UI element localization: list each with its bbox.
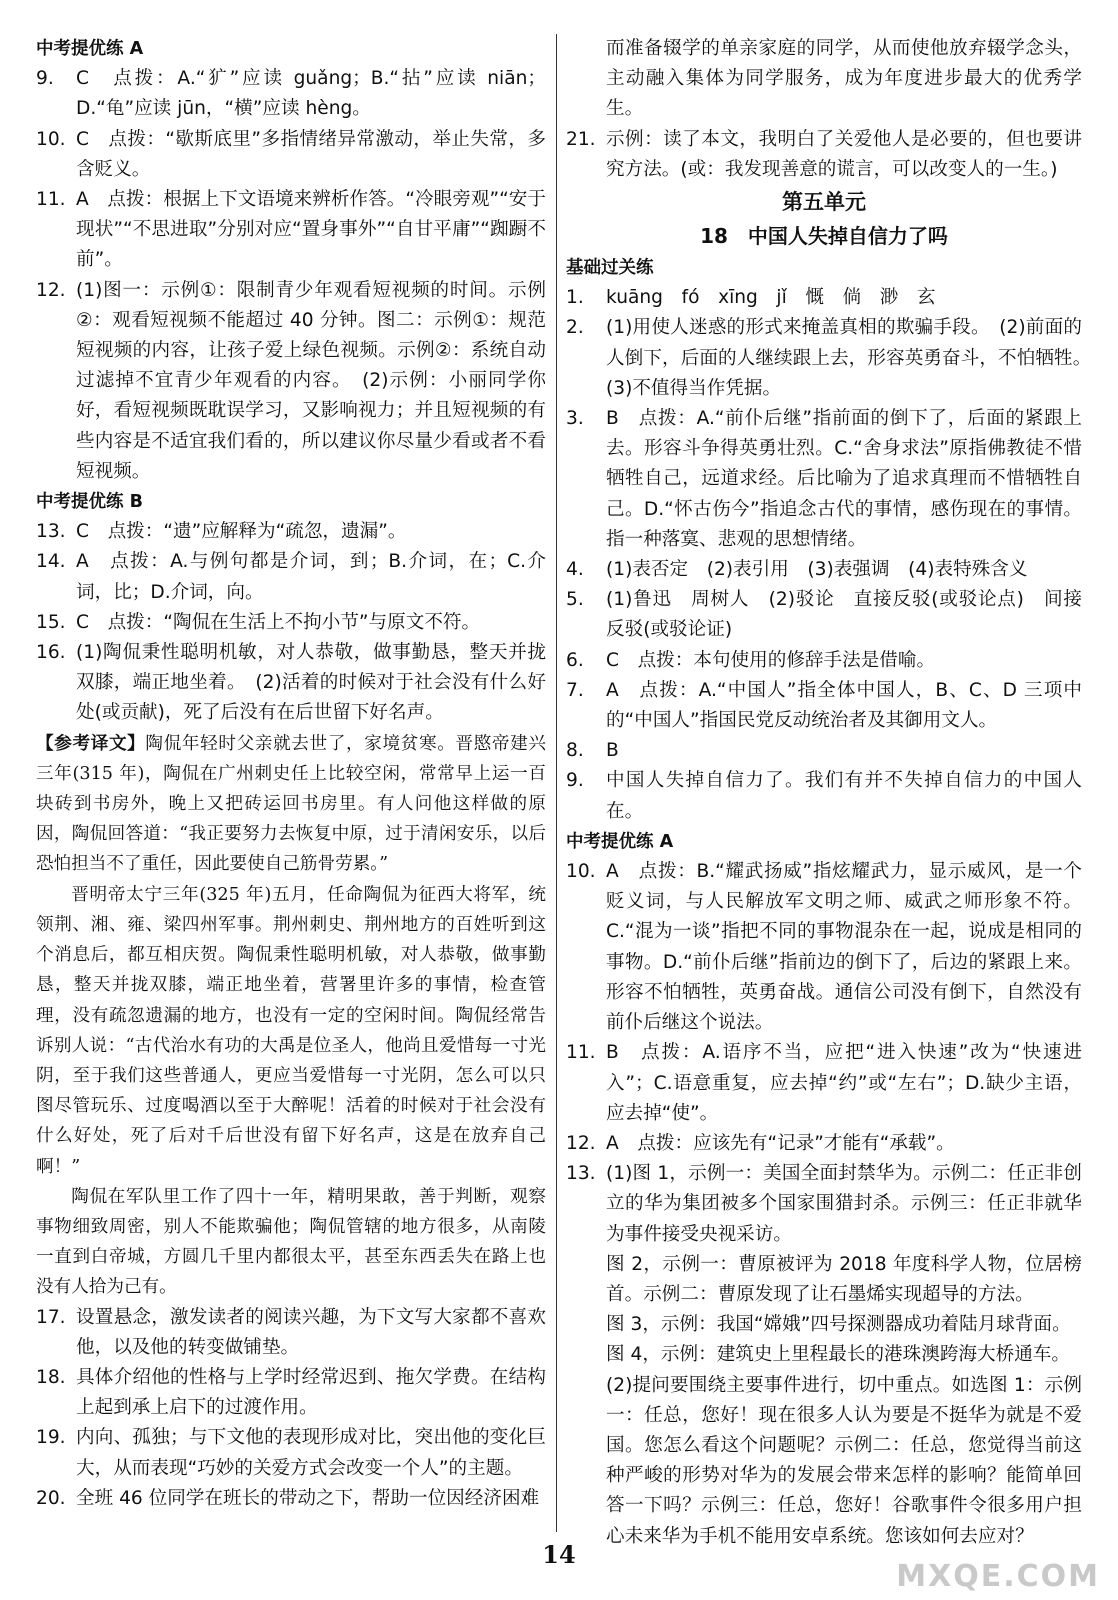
translation-text: 陶侃年轻时父亲就去世了，家境贫寒。晋愍帝建兴三年(315 年)，陶侃在广州刺史任上比较空闲，常常早上运一百块砖到书房外，晚上又把砖运回书房里。有人问他这样做的原因，陶侃回答道：“我正要努力去恢复中原，过于清闲安乐，以后恐怕担当不了重任，因此要使自己筋骨劳累。” (36, 733, 546, 875)
item-number: 17. (36, 1306, 66, 1328)
answer-item (36, 1303, 546, 1363)
continued-text: 图 4，示例：建筑史上里程最长的港珠澳跨海大桥通车。 (606, 1344, 1070, 1366)
item-text: 内向、孤独；与下文他的表现形成对比，突出他的变化巨大，从而表现“巧妙的关爱方式会改变一个人”的主题。 (76, 1427, 546, 1479)
item-number: 21. (566, 128, 596, 150)
item-number: 7. (566, 679, 584, 701)
unit-title: 第五单元 (782, 189, 866, 215)
section-heading: 中考提优练 A (566, 831, 674, 852)
continued-text: (2)提问要围绕主要事件进行，切中重点。如选图 1：示例一：任总，您好！现在很多人认为要是不挺华为就是不爱国。您怎么看这个问题呢？示例二：任总，您觉得当前这种严峻的形势对华为的发展会带来怎样的影响？能简单回答一下吗？示例三：任总，您好！谷歌事件令很多用户担心未来华为手机不能用安卓系统。您该如何去应对？ (606, 1374, 1082, 1547)
continued-text: 图 3，示例：我国“嫦娥”四号探测器成功着陆月球背面。 (606, 1314, 1071, 1336)
item-text: A 点拨：A.“中国人”指全体中国人，B、C、D 三项中的“中国人”指国民党反动统治者及其御用文人。 (606, 679, 1082, 732)
answer-item (36, 125, 546, 185)
answer-item (566, 404, 1082, 555)
item-text: A 点拨：B.“耀武扬威”指炫耀武力，显示威风，是一个贬义词，与人民解放军文明之师、威武之师形象不符。C.“混为一谈”指把不同的事物混杂在一起，说成是相同的事物。D.“前仆后继”指前边的倒下了，后边的紧跟上来。形容不怕牺牲，英勇奋战。通信公司没有倒下，自然没有前仆后继这个说法。 (606, 861, 1082, 1034)
item-text: (1)用使人迷惑的形式来掩盖真相的欺骗手段。 (2)前面的人倒下，后面的人继续跟上去，形容英勇奋斗，不怕牺牲。 (3)不值得当作凭据。 (606, 317, 1101, 399)
item-number: 9. (566, 770, 584, 792)
answer-item (566, 585, 1082, 645)
item-text: kuāng fó xīng jǐ 慨 倘 渺 玄 (606, 287, 936, 309)
answer-item (566, 1159, 1082, 1250)
item-text: C 点拨：“歇斯底里”多指情绪异常激动，举止失常，多含贬义。 (76, 128, 546, 180)
item-text: 具体介绍他的性格与上学时经常迟到、拖欠学费。在结构上起到承上启下的过渡作用。 (76, 1366, 546, 1419)
item-text: (1)图一：示例①：限制青少年观看短视频的时间。示例②：观看短视频不能超过 40 分钟。图二：示例①：规范短视频的内容，让孩子爱上绿色视频。示例②：系统自动过滤掉不宜青少年观看的内容。 (2)示例：小丽同学你好，看短视频既耽误学习，又影响视力；并且短视频的有些内容是不适宜我们看的，所以建议你尽量少看或者不看短视频。 (76, 279, 546, 482)
answer-item (566, 646, 1082, 676)
item-text: A 点拨：根据上下文语境来辨析作答。“冷眼旁观”“安于现状”“不思进取”分别对应“置身事外”“自甘平庸”“踟蹰不前”。 (76, 189, 546, 271)
item-number: 3. (566, 408, 584, 430)
left-column (36, 34, 546, 1514)
answer-item (566, 555, 1082, 585)
answer-item (36, 1423, 546, 1483)
item-number: 11. (36, 189, 66, 211)
item-text: 设置悬念，激发读者的阅读兴趣，为下文写大家都不喜欢他，以及他的转变做铺垫。 (76, 1306, 546, 1358)
translation-label: 【参考译文】 (36, 733, 146, 754)
item-text: C 点拨：本句使用的修辞手法是借喻。 (606, 649, 936, 671)
answer-item (36, 547, 546, 607)
item-number: 1. (566, 287, 584, 309)
item-number: 14. (36, 551, 66, 573)
item-text: (1)陶侃秉性聪明机敏，对人恭敬，做事勤恳，整天并拢双膝，端正地坐着。 (2)活着的时候对于社会没有什么好处(或贡献)，死了后没有在后世留下好名声。 (76, 642, 546, 724)
item-text: C 点拨：“遗”应解释为“疏忽，遗漏”。 (76, 521, 407, 543)
answer-item (566, 676, 1082, 736)
watermark-logo: MXQE.COM (896, 1559, 1100, 1594)
answer-item (566, 1038, 1082, 1129)
item-number: 20. (36, 1487, 66, 1509)
item-text: C 点拨：A.“犷”应读 guǎng；B.“拈”应读 niān；D.“龟”应读 jūn，“横”应读 hèng。 (76, 68, 546, 120)
item-number: 13. (36, 521, 66, 543)
item-number: 4. (566, 559, 584, 581)
answer-item (566, 766, 1082, 826)
item-number: 11. (566, 1042, 596, 1064)
answer-item (566, 313, 1101, 404)
item-text: C 点拨：“陶侃在生活上不拘小节”与原文不符。 (76, 611, 481, 633)
answer-item (36, 1363, 546, 1423)
item-number: 9. (36, 68, 54, 90)
answer-item (566, 857, 1082, 1038)
continued-text: 而准备辍学的单亲家庭的同学，从而使他放弃辍学念头，主动融入集体为同学服务，成为年度进步最大的优秀学生。 (606, 38, 1082, 120)
item-number: 5. (566, 589, 584, 611)
section-heading: 中考提优练 A (36, 39, 144, 59)
item-text: A 点拨：A.与例句都是介词，到；B.介词，在；C.介词，比；D.介词，向。 (76, 551, 546, 603)
section-heading: 基础过关练 (566, 258, 654, 279)
right-column (566, 34, 1101, 1552)
section-heading: 中考提优练 B (36, 492, 143, 513)
item-number: 12. (566, 1132, 596, 1154)
item-number: 18. (36, 1366, 66, 1388)
item-text: (1)表否定 (2)表引用 (3)表强调 (4)表特殊含义 (606, 559, 1028, 581)
item-number: 10. (36, 128, 66, 150)
answer-item (36, 185, 546, 276)
item-number: 12. (36, 279, 66, 301)
item-text: 全班 46 位同学在班长的带动之下，帮助一位因经济困难 (76, 1487, 540, 1509)
item-text: B (606, 740, 619, 762)
lesson-title: 18 中国人失掉自信力了吗 (700, 224, 948, 249)
column-divider (556, 34, 557, 1532)
answer-item (566, 1129, 1082, 1159)
item-text: 中国人失掉自信力了。我们有并不失掉自信力的中国人在。 (606, 770, 1082, 822)
item-text: (1)鲁迅 周树人 (2)驳论 直接反驳(或驳论点) 间接反驳(或驳论证) (606, 589, 1082, 641)
item-text: 示例：读了本文，我明白了关爱他人是必要的，但也要讲究方法。(或：我发现善意的谎言，可以改变人的一生。) (606, 128, 1082, 180)
item-text: (1)图 1，示例一：美国全面封禁华为。示例二：任正非创立的华为集团被多个国家围猎封杀。示例三：任正非就华为事件接受央视采访。 (606, 1163, 1082, 1245)
item-text: B 点拨：A.“前仆后继”指前面的倒下了，后面的紧跟上去。形容斗争得英勇壮烈。C.“舍身求法”原指佛教徒不惜牺牲自己，远道求经。后比喻为了追求真理而不惜牺牲自己。D.“怀古伤今”指追念古代的事情，感伤现在的事情。指一种落寞、悲观的思想情绪。 (606, 408, 1082, 550)
item-number: 19. (36, 1427, 66, 1449)
translation-paragraph (36, 729, 546, 880)
translation-paragraph: 陶侃在军队里工作了四十一年，精明果敢，善于判断，观察事物细致周密，别人不能欺骗他；陶侃管辖的地方很多，从南陵一直到白帝城，方圆几千里内都很太平，甚至东西丢失在路上也没有人拾为己有。 (36, 1186, 546, 1298)
answer-item (566, 736, 1082, 766)
answer-item (36, 517, 546, 547)
answer-item (566, 283, 1082, 313)
answer-item (566, 125, 1082, 185)
answer-item (36, 276, 546, 487)
translation-paragraph: 晋明帝太宁三年(325 年)五月，任命陶侃为征西大将军，统领荆、湘、雍、梁四州军事。荆州刺史、荆州地方的百姓听到这个消息后，都互相庆贺。陶侃秉性聪明机敏，对人恭敬，做事勤恳，整天并拢双膝，端正地坐着，营署里许多的事情，检查管理，没有疏忽遗漏的地方，也没有一定的空闲时间。陶侃经常告诉别人说：“古代治水有功的大禹是位圣人，他尚且爱惜每一寸光阴，至于我们这些普通人，更应当爱惜每一寸光阴，怎么可以只图尽管玩乐、过度喝酒以至于大醉呢！活着的时候对于社会没有什么好处，死了后对千后世没有留下好名声，这是在放弃自己啊！” (36, 884, 546, 1177)
continued-text: 图 2，示例一：曹原被评为 2018 年度科学人物，位居榜首。示例二：曹原发现了让石墨烯实现超导的方法。 (606, 1253, 1082, 1305)
reference-translation (36, 729, 546, 1303)
item-number: 15. (36, 611, 66, 633)
item-number: 6. (566, 649, 584, 671)
answer-item (36, 1484, 546, 1514)
answer-item (36, 608, 546, 638)
item-number: 13. (566, 1163, 596, 1185)
item-text: B 点拨：A.语序不当，应把“进入快速”改为“快速进入”；C.语意重复，应去掉“约”或“左右”；D.缺少主语，应去掉“使”。 (606, 1042, 1082, 1124)
item-number: 16. (36, 642, 66, 664)
item-number: 10. (566, 861, 596, 883)
item-number: 2. (566, 317, 584, 339)
answer-item (36, 638, 546, 729)
item-number: 8. (566, 740, 584, 762)
item-text: A 点拨：应该先有“记录”才能有“承载”。 (606, 1132, 955, 1154)
page-number: 14 (542, 1540, 576, 1569)
answer-item (36, 64, 546, 124)
